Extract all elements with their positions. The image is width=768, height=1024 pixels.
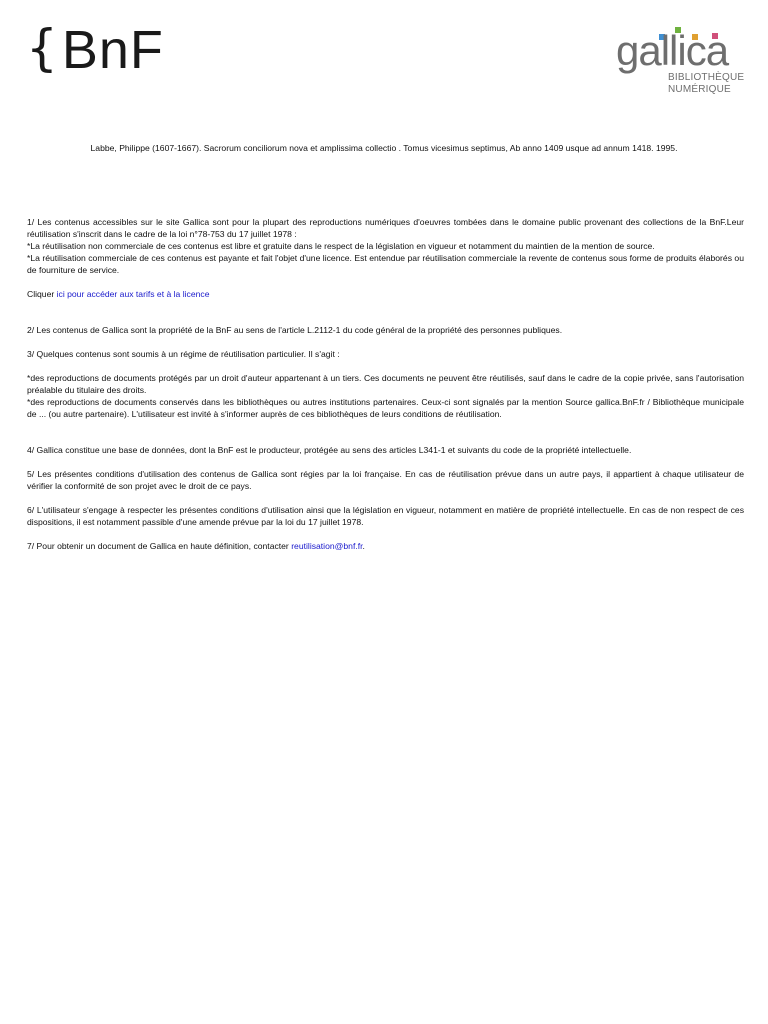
terms-item-2: 2/ Les contenus de Gallica sont la propriété de la BnF au sens de l'article L.2112-1 du code général de la propriété des personnes publiques. — [27, 325, 563, 335]
terms-item-3-copyright: *des reproductions de documents protégés par un droit d'auteur appartenant à un tiers. Ces documents ne peuvent être réutilisés, sauf dans le cadre de la copie privée, sans l'autorisation préalable du titulaire des droits. — [27, 373, 744, 395]
terms-item-7 — [27, 540, 744, 552]
bnf-logo-brace: { — [26, 19, 58, 77]
licence-link[interactable]: ici pour accéder aux tarifs et à la licence — [56, 289, 210, 299]
terms-item-7-text: 7/ Pour obtenir un document de Gallica en haute définition, contacter — [27, 541, 292, 551]
terms-item-5: 5/ Les présentes conditions d'utilisation des contenus de Gallica sont régies par la loi française. En cas de réutilisation prévue dans un autre pays, il appartient à chaque utilisateur de vérifier la conformité de son projet avec le droit de ce pays. — [27, 469, 744, 491]
gallica-logo-subtitle-line2: NUMÉRIQUE — [668, 84, 731, 95]
licence-line — [27, 288, 744, 300]
gallica-logo-subtitle — [668, 72, 744, 96]
terms-item-3-partners: *des reproductions de documents conservés dans les bibliothèques ou autres institutions partenaires. Ceux-ci sont signalés par la mention Source gallica.BnF.fr / Bibliothèque municipale de ... (ou autre partenaire). L'utilisateur est invité à s'informer auprès de ces bibliothèques de leurs conditions de réutilisation. — [27, 397, 744, 419]
contact-email-link[interactable]: reutilisation@bnf.fr — [291, 541, 363, 551]
bnf-logo — [26, 19, 164, 80]
gallica-logo-subtitle-line1: BIBLIOTHÈQUE — [668, 72, 745, 83]
terms-item-7-period: . — [362, 541, 365, 551]
terms-item-1: 1/ Les contenus accessibles sur le site Gallica sont pour la plupart des reproductions numériques d'oeuvres tombées dans le domaine public provenant des collections de la BnF.Leur réutilisation s'inscrit dans le cadre de la loi n°78-753 du 17 juillet 1978 : — [27, 217, 744, 239]
gallica-logo — [612, 24, 752, 104]
terms-item-4: 4/ Gallica constitue une base de données, dont la BnF est le producteur, protégée au sens des articles L341-1 et suivants du code de la propriété intellectuelle. — [27, 445, 632, 455]
terms-item-1-noncommercial: *La réutilisation non commerciale de ces contenus est libre et gratuite dans le respect de la législation en vigueur et notamment du maintien de la mention de source. — [27, 241, 655, 251]
document-citation: Labbe, Philippe (1607-1667). Sacrorum conciliorum nova et amplissima collectio . Tomus vicesimus septimus, Ab anno 1409 usque ad annum 1418. 1995. — [90, 143, 678, 153]
terms-item-3: 3/ Quelques contenus sont soumis à un régime de réutilisation particulier. Il s'agit : — [27, 349, 340, 359]
terms-item-1-commercial: *La réutilisation commerciale de ces contenus est payante et fait l'objet d'une licence. Est entendue par réutilisation commerciale la revente de contenus sous forme de produits élaborés ou de fourniture de service. — [27, 253, 744, 275]
terms-of-use — [27, 216, 744, 552]
gallica-logo-word: gallica — [616, 27, 729, 74]
terms-item-6: 6/ L'utilisateur s'engage à respecter les présentes conditions d'utilisation ainsi que la législation en vigueur, notamment en matière de propriété intellectuelle. En cas de non respect de ces dispositions, il est notamment passible d'une amende prévue par la loi du 17 juillet 1978. — [27, 505, 744, 527]
licence-prefix: Cliquer — [27, 289, 57, 299]
bnf-logo-text: BnF — [61, 20, 164, 80]
